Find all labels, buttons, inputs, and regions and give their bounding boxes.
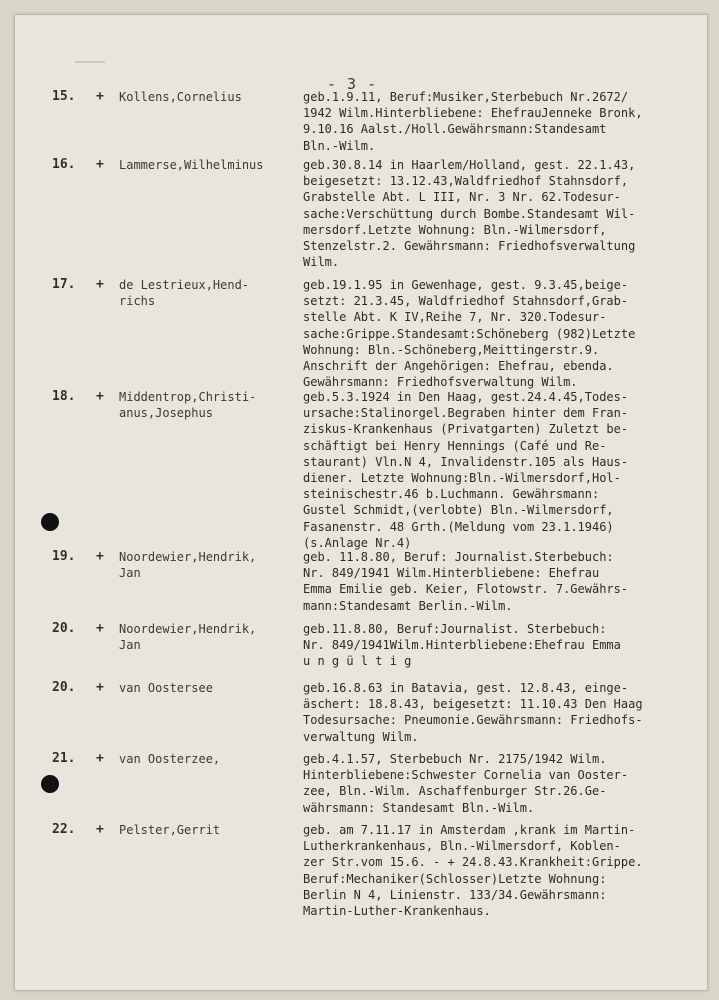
entry-details <box>303 89 698 154</box>
entry-detail-line: Wohnung: Bln.-Schöneberg,Meittingerstr.9. <box>303 342 600 357</box>
death-cross-mark: + <box>96 277 104 292</box>
entry-detail-line: geb. 11.8.80, Beruf: Journalist.Sterbebuch: <box>303 550 614 564</box>
entry-detail-line: Anschrift der Angehörigen: Ehefrau, ebenda. <box>303 359 614 374</box>
entry-detail-line: zer Str.vom 15.6. - + 24.8.43.Krankheit:Grippe. <box>303 855 643 870</box>
document-page <box>14 14 708 991</box>
entry-detail-line: Fasanenstr. 48 Grth.(Meldung vom 23.1.1946) <box>303 519 614 534</box>
entry-detail-line: verwaltung Wilm. <box>303 729 419 744</box>
entry-details <box>303 157 698 270</box>
entry-name: de Lestrieux,Hend- richs <box>119 278 250 308</box>
entry-detail-line: schäftigt bei Henry Hennings (Café und Re- <box>303 438 607 453</box>
entry-detail-line: Martin-Luther-Krankenhaus. <box>303 904 491 919</box>
scan-mark <box>75 61 105 63</box>
entry-detail-line: Todesursache: Pneumonie.Gewährsmann: Friedhofs- <box>303 713 643 728</box>
entry-detail-line: geb.1.9.11, Beruf:Musiker,Sterbebuch Nr.2672/ <box>303 90 629 104</box>
entry-name: van Oosterzee, <box>119 752 221 766</box>
entry-number: 17. <box>52 277 76 292</box>
entry-detail-line: Emma Emilie geb. Keier, Flotowstr. 7.Gewährs- <box>303 582 629 597</box>
entry-number: 21. <box>52 751 76 766</box>
entry-name: Noordewier,Hendrik, Jan <box>119 550 257 580</box>
entry-number: 19. <box>52 549 76 564</box>
entry-details <box>303 751 698 816</box>
entry-detail-line: Gewährsmann: Friedhofsverwaltung Wilm. <box>303 375 578 390</box>
entry-detail-line: geb.5.3.1924 in Den Haag, gest.24.4.45,Todes- <box>303 390 629 404</box>
entry-name: Pelster,Gerrit <box>119 823 221 837</box>
entry-detail-line: Nr. 849/1941Wilm.Hinterbliebene:Ehefrau Emma <box>303 638 621 653</box>
entry-name: Middentrop,Christi- anus,Josephus <box>119 390 257 420</box>
entry-detail-line: sache:Verschüttung durch Bombe.Standesamt Wil- <box>303 206 636 221</box>
entry-number: 20. <box>52 621 76 636</box>
entry-detail-line: geb.11.8.80, Beruf:Journalist. Sterbebuch: <box>303 622 607 636</box>
entry-details <box>303 822 698 919</box>
entry-name: Noordewier,Hendrik, Jan <box>119 622 257 652</box>
entry-detail-line: Beruf:Mechaniker(Schlosser)Letzte Wohnung: <box>303 871 607 886</box>
entry-detail-line: geb.30.8.14 in Haarlem/Holland, gest. 22.1.43, <box>303 158 636 172</box>
entry-detail-line: sache:Grippe.Standesamt:Schöneberg (982)Letzte <box>303 326 636 341</box>
entry-detail-line: Berlin N 4, Linienstr. 133/34.Gewährsmann: <box>303 887 607 902</box>
entry-detail-line: Lutherkrankenhaus, Bln.-Wilmersdorf, Koblen- <box>303 839 621 854</box>
entry-detail-line: Stenzelstr.2. Gewährsmann: Friedhofsverwaltung <box>303 239 636 254</box>
death-cross-mark: + <box>96 621 104 636</box>
entry-detail-line: Wilm. <box>303 255 340 270</box>
entry-detail-line: geb.4.1.57, Sterbebuch Nr. 2175/1942 Wilm. <box>303 752 607 766</box>
entry-detail-line: Gustel Schmidt,(verlobte) Bln.-Wilmersdorf, <box>303 503 614 518</box>
entry-detail-line: 9.10.16 Aalst./Holl.Gewährsmann:Standesamt <box>303 122 607 137</box>
punch-hole <box>41 775 59 793</box>
entry-details <box>303 277 698 390</box>
entry-details <box>303 549 698 614</box>
entry-details <box>303 680 698 745</box>
entry-number: 22. <box>52 822 76 837</box>
entry-detail-line: Hinterbliebene:Schwester Cornelia van Ooster- <box>303 768 629 783</box>
entry-detail-line: Nr. 849/1941 Wilm.Hinterbliebene: Ehefrau <box>303 566 600 581</box>
death-cross-mark: + <box>96 157 104 172</box>
entry-detail-line: Bln.-Wilm. <box>303 138 376 153</box>
entry-number: 16. <box>52 157 76 172</box>
entry-detail-line: setzt: 21.3.45, Waldfriedhof Stahnsdorf,Grab- <box>303 294 629 309</box>
death-cross-mark: + <box>96 751 104 766</box>
entry-detail-line: steinischestr.46 b.Luchmann. Gewährsmann: <box>303 487 600 502</box>
entry-detail-line: 1942 Wilm.Hinterbliebene: EhefrauJenneke Bronk, <box>303 106 643 121</box>
entry-detail-line: u n g ü l t i g <box>303 654 412 669</box>
entry-number: 15. <box>52 89 76 104</box>
entry-detail-line: währsmann: Standesamt Bln.-Wilm. <box>303 800 535 815</box>
entry-number: 18. <box>52 389 76 404</box>
death-cross-mark: + <box>96 89 104 104</box>
death-cross-mark: + <box>96 680 104 695</box>
entry-detail-line: Grabstelle Abt. L III, Nr. 3 Nr. 62.Todesur- <box>303 190 621 205</box>
entry-name: Lammerse,Wilhelminus <box>119 158 264 172</box>
punch-hole <box>41 513 59 531</box>
entry-detail-line: stelle Abt. K IV,Reihe 7, Nr. 320.Todesur- <box>303 310 607 325</box>
death-cross-mark: + <box>96 822 104 837</box>
entry-detail-line: äschert: 18.8.43, beigesetzt: 11.10.43 Den Haag <box>303 697 643 712</box>
entry-detail-line: (s.Anlage Nr.4) <box>303 535 412 550</box>
entry-name: Kollens,Cornelius <box>119 90 242 104</box>
entry-detail-line: beigesetzt: 13.12.43,Waldfriedhof Stahnsdorf, <box>303 174 629 189</box>
entry-detail-line: ursache:Stalinorgel.Begraben hinter dem Fran- <box>303 406 629 421</box>
entry-detail-line: mann:Standesamt Berlin.-Wilm. <box>303 598 513 613</box>
page-number: - 3 - <box>327 75 378 93</box>
entry-detail-line: geb. am 7.11.17 in Amsterdam ,krank im Martin- <box>303 823 636 837</box>
entry-details <box>303 389 698 551</box>
entry-detail-line: zee, Bln.-Wilm. Aschaffenburger Str.26.Ge- <box>303 784 607 799</box>
entry-details <box>303 621 698 670</box>
entry-number: 20. <box>52 680 76 695</box>
entry-name: van Oostersee <box>119 681 213 695</box>
death-cross-mark: + <box>96 549 104 564</box>
entry-detail-line: geb.16.8.63 in Batavia, gest. 12.8.43, einge- <box>303 681 629 695</box>
entry-detail-line: staurant) Vln.N 4, Invalidenstr.105 als Haus- <box>303 454 629 469</box>
entry-detail-line: diener. Letzte Wohnung:Bln.-Wilmersdorf,Hol- <box>303 471 621 486</box>
entry-detail-line: ziskus-Krankenhaus (Privatgarten) Zuletzt be- <box>303 422 629 437</box>
entry-detail-line: mersdorf.Letzte Wohnung: Bln.-Wilmersdorf, <box>303 222 607 237</box>
death-cross-mark: + <box>96 389 104 404</box>
entry-detail-line: geb.19.1.95 in Gewenhage, gest. 9.3.45,beige- <box>303 278 629 292</box>
